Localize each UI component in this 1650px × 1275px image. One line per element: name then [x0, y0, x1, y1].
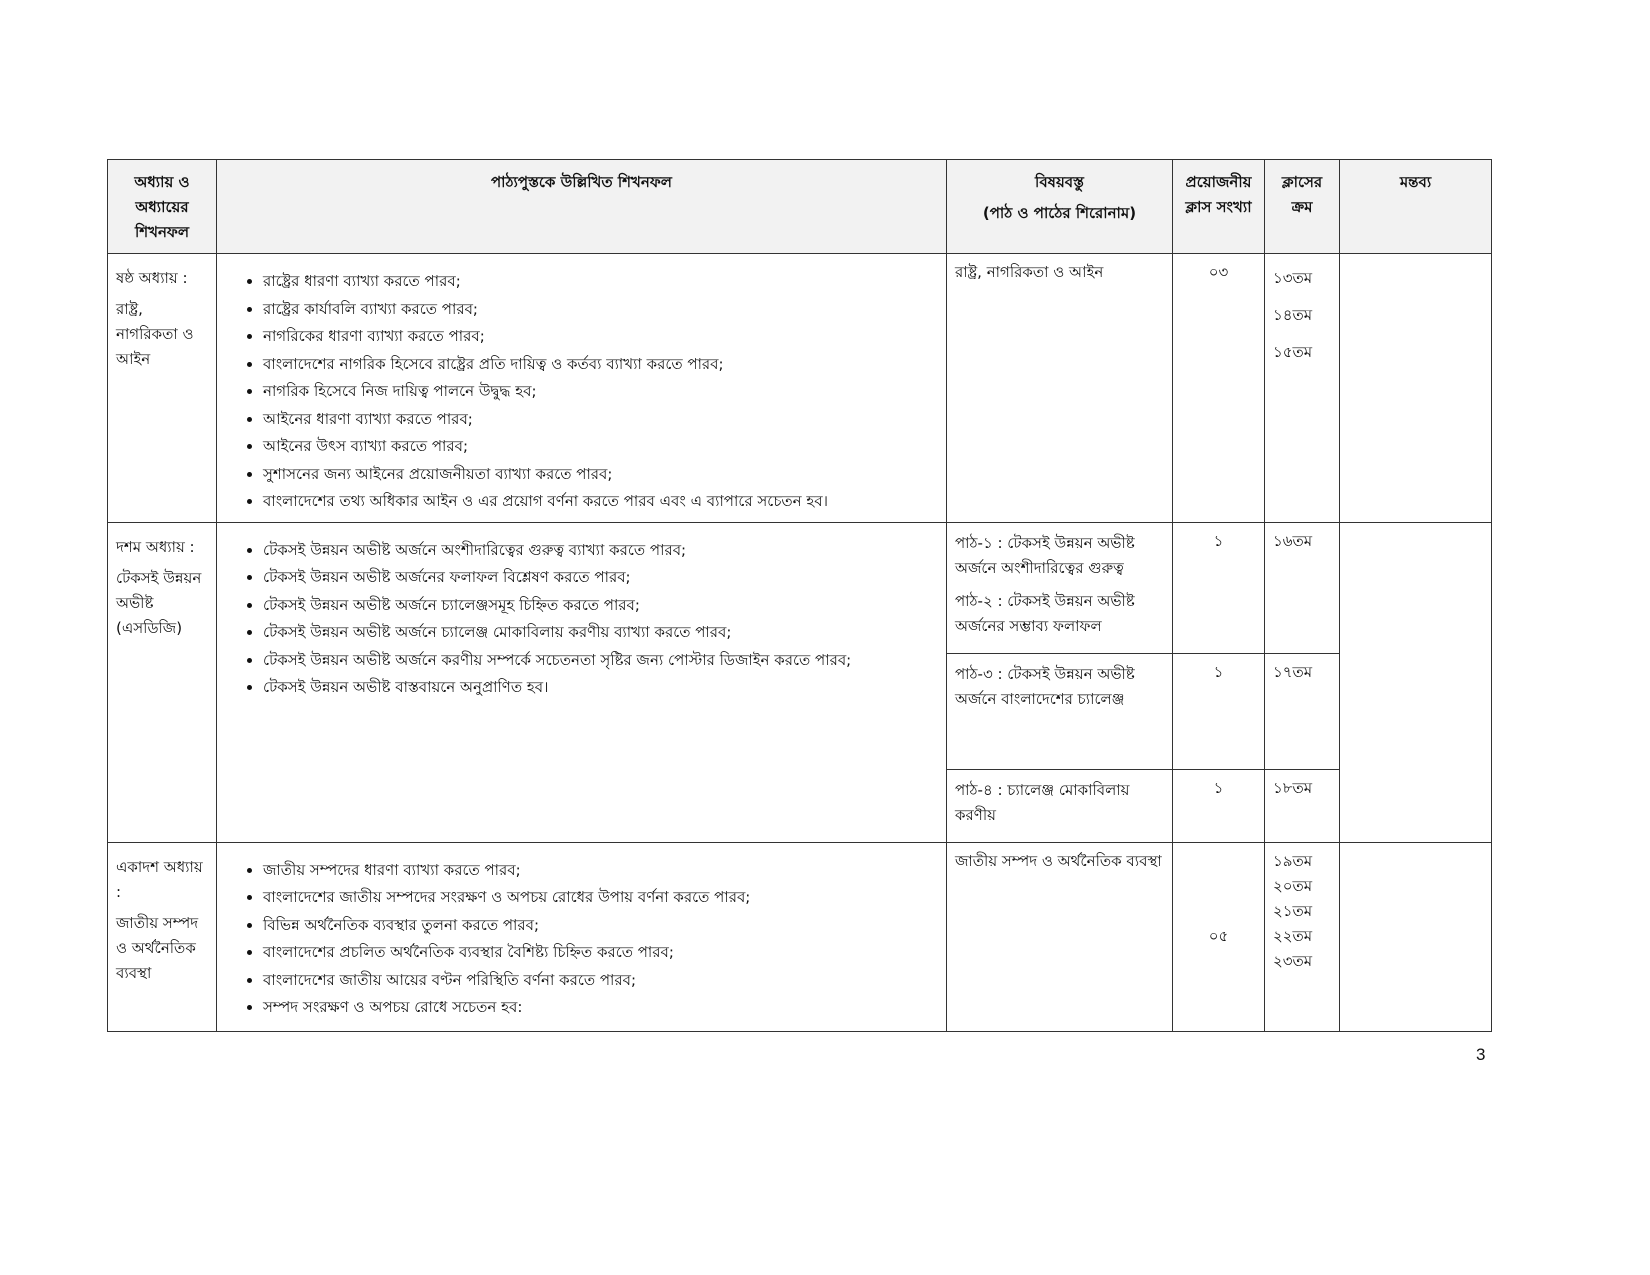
chapter-cell [108, 254, 217, 523]
outcome-item: • টেকসই উন্নয়ন অভীষ্ট অর্জনের ফলাফল বিশ্লেষণ করতে পারব; [263, 564, 938, 592]
header-remarks: মন্তব্য [1340, 160, 1492, 254]
remarks-cell [1340, 842, 1492, 1031]
page-number: 3 [1476, 1045, 1486, 1064]
outcomes-cell [217, 842, 947, 1031]
outcome-item: • নাগরিক হিসেবে নিজ দায়িত্ব পালনে উদ্বুদ্ধ হব; [263, 378, 938, 406]
sequence-cell: ১৮তম [1265, 769, 1340, 842]
outcome-item: • নাগরিকের ধারণা ব্যাখ্যা করতে পারব; [263, 323, 938, 351]
sequence-item: ২০তম [1273, 876, 1313, 895]
lesson-title: পাঠ-১ : টেকসই উন্নয়ন অভীষ্ট অর্জনে অংশীদারিত্বের গুরুত্ব [955, 533, 1135, 577]
header-content [947, 160, 1173, 254]
outcomes-list [225, 268, 938, 516]
outcome-item: • আইনের ধারণা ব্যাখ্যা করতে পারব; [263, 406, 938, 434]
classes-cell: ০৫ [1173, 842, 1265, 1031]
sequence-item: ১৩তম [1273, 269, 1313, 287]
lesson-title: পাঠ-৪ : চ্যালেঞ্জ মোকাবিলায় করণীয় [955, 780, 1130, 824]
header-classes: প্রয়োজনীয় ক্লাস সংখ্যা [1173, 160, 1265, 254]
sequence-item: ১৪তম [1273, 306, 1313, 324]
content-cell [947, 653, 1173, 769]
remarks-cell [1340, 522, 1492, 842]
chapter-cell [108, 842, 217, 1031]
chapter-number: ষষ্ঠ অধ্যায় : [116, 269, 188, 287]
outcomes-cell [217, 522, 947, 842]
sequence-item: ২১তম [1273, 901, 1313, 920]
content-cell [947, 522, 1173, 653]
sequence-item: ২৩তম [1273, 951, 1313, 970]
chapter-title: রাষ্ট্র, নাগরিকতা ও আইন [116, 300, 194, 368]
header-content-line1: বিষয়বস্তু [1035, 173, 1084, 191]
outcome-item: • রাষ্ট্রের কার্যাবলি ব্যাখ্যা করতে পারব; [263, 296, 938, 324]
lesson-plan-table [107, 159, 1492, 1032]
sequence-cell: ১৬তম [1265, 522, 1340, 653]
chapter-title: টেকসই উন্নয়ন অভীষ্ট (এসডিজি) [116, 568, 202, 637]
chapter-title: জাতীয় সম্পদ ও অর্থনৈতিক ব্যবস্থা [116, 913, 199, 982]
outcomes-cell [217, 254, 947, 523]
content-cell: জাতীয় সম্পদ ও অর্থনৈতিক ব্যবস্থা [947, 842, 1173, 1031]
outcome-item: • জাতীয় সম্পদের ধারণা ব্যাখ্যা করতে পারব; [263, 857, 938, 885]
lesson-title: পাঠ-৩ : টেকসই উন্নয়ন অভীষ্ট অর্জনে বাংলাদেশের চ্যালেঞ্জ [955, 664, 1135, 708]
outcome-item: • টেকসই উন্নয়ন অভীষ্ট অর্জনে করণীয় সম্পর্কে সচেতনতা সৃষ্টির জন্য পোস্টার ডিজাইন করতে পারব; [263, 647, 938, 675]
outcome-item: • সম্পদ সংরক্ষণ ও অপচয় রোধে সচেতন হব: [263, 994, 938, 1022]
chapter-number: দশম অধ্যায় : [116, 537, 195, 556]
classes-cell: ১ [1173, 769, 1265, 842]
outcome-item: • বাংলাদেশের নাগরিক হিসেবে রাষ্ট্রের প্রতি দায়িত্ব ও কর্তব্য ব্যাখ্যা করতে পারব; [263, 351, 938, 379]
outcome-item: • আইনের উৎস ব্যাখ্যা করতে পারব; [263, 433, 938, 461]
chapter-cell [108, 522, 217, 842]
header-chapter: অধ্যায় ও অধ্যায়ের শিখনফল [108, 160, 217, 254]
outcome-item: • টেকসই উন্নয়ন অভীষ্ট অর্জনে চ্যালেঞ্জসমূহ চিহ্নিত করতে পারব; [263, 592, 938, 620]
outcome-item: • টেকসই উন্নয়ন অভীষ্ট অর্জনে অংশীদারিত্বের গুরুত্ব ব্যাখ্যা করতে পারব; [263, 537, 938, 565]
classes-cell: ১ [1173, 653, 1265, 769]
sequence-item: ১৫তম [1273, 343, 1313, 361]
classes-cell: ০৩ [1173, 254, 1265, 523]
lesson-title: পাঠ-২ : টেকসই উন্নয়ন অভীষ্ট অর্জনের সম্ভাব্য ফলাফল [955, 591, 1135, 635]
table-row [108, 522, 1492, 653]
outcome-item: • বাংলাদেশের জাতীয় সম্পদের সংরক্ষণ ও অপচয় রোধের উপায় বর্ণনা করতে পারব; [263, 884, 938, 912]
header-sequence: ক্লাসের ক্রম [1265, 160, 1340, 254]
outcome-item: • বাংলাদেশের তথ্য অধিকার আইন ও এর প্রয়োগ বর্ণনা করতে পারব এবং এ ব্যাপারে সচেতন হব। [263, 488, 938, 516]
outcome-item: • বিভিন্ন অর্থনৈতিক ব্যবস্থার তুলনা করতে পারব; [263, 912, 938, 940]
header-row [108, 160, 1492, 254]
sequence-cell: ১৭তম [1265, 653, 1340, 769]
classes-cell: ১ [1173, 522, 1265, 653]
outcomes-list [225, 857, 938, 1022]
chapter-number: একাদশ অধ্যায় : [116, 857, 203, 901]
content-cell [947, 769, 1173, 842]
outcome-item: • সুশাসনের জন্য আইনের প্রয়োজনীয়তা ব্যাখ্যা করতে পারব; [263, 461, 938, 489]
sequence-cell [1265, 842, 1340, 1031]
sequence-item: ১৯তম [1273, 851, 1313, 870]
content-cell: রাষ্ট্র, নাগরিকতা ও আইন [947, 254, 1173, 523]
outcomes-list [225, 537, 938, 702]
outcome-item: • বাংলাদেশের প্রচলিত অর্থনৈতিক ব্যবস্থার বৈশিষ্ট্য চিহ্নিত করতে পারব; [263, 939, 938, 967]
table-row [108, 254, 1492, 523]
outcome-item: • রাষ্ট্রের ধারণা ব্যাখ্যা করতে পারব; [263, 268, 938, 296]
header-outcomes: পাঠ্যপুস্তকে উল্লিখিত শিখনফল [217, 160, 947, 254]
outcome-item: • টেকসই উন্নয়ন অভীষ্ট অর্জনে চ্যালেঞ্জ মোকাবিলায় করণীয় ব্যাখ্যা করতে পারব; [263, 619, 938, 647]
outcome-item: • টেকসই উন্নয়ন অভীষ্ট বাস্তবায়নে অনুপ্রাণিত হব। [263, 674, 938, 702]
header-content-line2: (পাঠ ও পাঠের শিরোনাম) [982, 204, 1137, 222]
sequence-item: ২২তম [1273, 926, 1313, 945]
sequence-cell [1265, 254, 1340, 523]
table-row [108, 842, 1492, 1031]
remarks-cell [1340, 254, 1492, 523]
outcome-item: • বাংলাদেশের জাতীয় আয়ের বণ্টন পরিস্থিতি বর্ণনা করতে পারব; [263, 967, 938, 995]
